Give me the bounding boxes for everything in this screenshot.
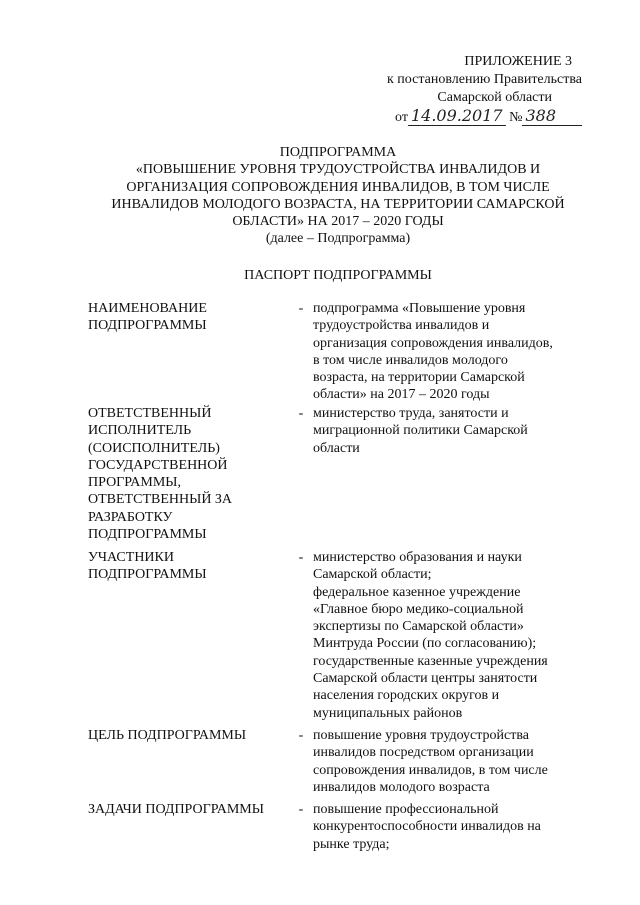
title-line: ОБЛАСТИ» НА 2017 – 2020 ГОДЫ (232, 214, 444, 230)
appendix-region: Самарской области (437, 90, 552, 105)
value-line: муниципальных районов (313, 705, 463, 721)
subprogram-title (88, 144, 588, 248)
value-line: федеральное казенное учреждение (313, 584, 521, 600)
value-line: трудоустройства инвалидов и (313, 318, 490, 334)
label-line: ОТВЕТСТВЕННЫЙ (88, 406, 212, 421)
row-value (313, 300, 575, 404)
label-line: НАИМЕНОВАНИЕ (88, 301, 207, 316)
appendix-decree-ref: к постановлению Правительства (386, 72, 582, 87)
label-line: ПОДПРОГРАММЫ (88, 527, 207, 543)
row-value (313, 405, 575, 457)
value-line: миграционной политики Самарской (313, 423, 528, 439)
value-line: «Главное бюро медико-социальной (313, 601, 524, 617)
label-line: ПРОГРАММЫ, (88, 475, 181, 491)
row-label (88, 549, 288, 584)
value-line: подпрограмма «Повышение уровня (313, 301, 526, 316)
value-line: сопровождения инвалидов, в том числе (313, 762, 548, 778)
value-line: министерство труда, занятости и (313, 406, 509, 421)
title-line: ПОДПРОГРАММА (279, 145, 397, 160)
passport-heading: ПАСПОРТ ПОДПРОГРАММЫ (244, 268, 432, 283)
decree-no-label: № (509, 110, 523, 125)
value-line: конкурентоспособности инвалидов на (313, 819, 541, 835)
value-line: Самарской области центры занятости (313, 671, 538, 687)
appendix-block (282, 53, 582, 127)
label-line: ПОДПРОГРАММЫ (88, 318, 207, 334)
value-line: экспертизы по Самарской области» (313, 619, 524, 635)
value-line: рынке труда; (313, 836, 390, 852)
decree-ot-label: от (395, 110, 408, 125)
title-line: «ПОВЫШЕНИЕ УРОВНЯ ТРУДОУСТРОЙСТВА ИНВАЛИДОВ И (135, 162, 541, 178)
row-value (313, 549, 575, 722)
value-line: инвалидов молодого возраста (313, 779, 490, 795)
decree-date-number (282, 107, 582, 127)
value-line: возраста, на территории Самарской (313, 370, 525, 386)
value-line: области (313, 440, 360, 456)
row-dash: - (298, 550, 304, 565)
title-line: (далее – Подпрограмма) (265, 231, 411, 247)
appendix-title: ПРИЛОЖЕНИЕ 3 (464, 54, 572, 69)
value-line: области» на 2017 – 2020 годы (313, 387, 490, 403)
label-line: ОТВЕТСТВЕННЫЙ ЗА (88, 492, 233, 508)
value-line: в том числе инвалидов молодого (313, 352, 508, 368)
title-line: ИНВАЛИДОВ МОЛОДОГО ВОЗРАСТА, НА ТЕРРИТОРИИ САМАРСКОЙ (111, 196, 565, 212)
label-line: ГОСУДАРСТВЕННОЙ (88, 457, 228, 473)
value-line: Самарской области; (313, 567, 432, 583)
label-line: УЧАСТНИКИ (88, 550, 174, 565)
row-value (313, 727, 575, 796)
label-line: (СОИСПОЛНИТЕЛЬ) (88, 440, 220, 456)
decree-number: 388 (522, 106, 582, 126)
decree-date: 14.09.2017 (408, 106, 506, 126)
label-line: ИСПОЛНИТЕЛЬ (88, 423, 192, 439)
row-dash: - (298, 802, 304, 817)
value-line: министерство образования и науки (313, 550, 522, 565)
value-line: повышение уровня трудоустройства (313, 728, 530, 743)
label-line: ПОДПРОГРАММЫ (88, 567, 207, 583)
value-line: организация сопровождения инвалидов, (313, 335, 553, 351)
row-dash: - (298, 728, 304, 743)
row-dash: - (298, 301, 304, 316)
row-label (88, 405, 288, 543)
value-line: повышение профессиональной (313, 802, 499, 817)
label-line: ЗАДАЧИ ПОДПРОГРАММЫ (88, 802, 264, 817)
row-value (313, 801, 575, 853)
value-line: населения городских округов и (313, 688, 500, 704)
row-dash: - (298, 406, 304, 421)
row-label (88, 727, 288, 744)
value-line: инвалидов посредством организации (313, 745, 534, 761)
row-label (88, 801, 288, 818)
value-line: Минтруда России (по согласованию); (313, 636, 537, 652)
title-line: ОРГАНИЗАЦИЯ СОПРОВОЖДЕНИЯ ИНВАЛИДОВ, В ТОМ ЧИСЛЕ (126, 179, 550, 195)
value-line: государственные казенные учреждения (313, 653, 548, 669)
label-line: РАЗРАБОТКУ (88, 509, 173, 525)
row-label (88, 300, 288, 335)
label-line: ЦЕЛЬ ПОДПРОГРАММЫ (88, 728, 247, 743)
